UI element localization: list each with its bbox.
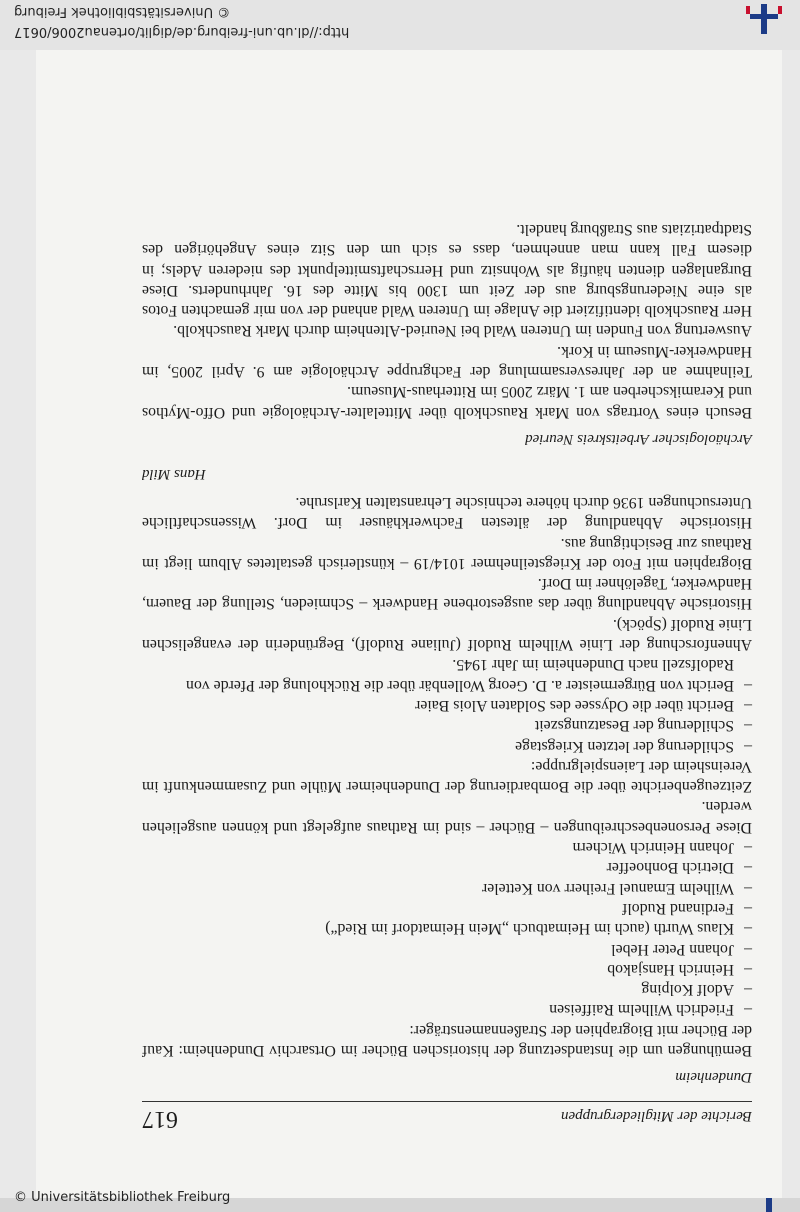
list-item: – Dietrich Bonhoeffer — [142, 857, 752, 877]
scanned-page — [36, 50, 782, 1198]
viewer-credit-bottom: © Universitätsbibliothek Freiburg — [14, 1190, 231, 1205]
running-title: Berichte der Mitgliedergruppen — [560, 1108, 752, 1124]
names-list — [142, 837, 752, 1020]
university-logo-icon — [746, 4, 782, 40]
list-item: – Klaus Wurth (auch im Heimatbuch „Mein Heimatdorf im Ried“) — [142, 918, 752, 938]
list-item: – Schilderung der Besatzungszeit — [142, 715, 752, 735]
list-item: – Adolf Kolping — [142, 979, 752, 999]
list-item: – Friedrich Wilhelm Raiffeisen — [142, 999, 752, 1019]
paragraph: Teilnahme an der Jahresversammlung der Fachgruppe Archäologie am 9. April 2005, im Handwerker-Museum in Kork. — [142, 342, 752, 381]
section-heading-dundenheim: Dundenheim — [675, 1069, 752, 1085]
viewer-credit: © Universitätsbibliothek Freiburg — [14, 4, 231, 19]
list-item: – Bericht über die Odyssee des Soldaten Alois Baier — [142, 695, 752, 715]
events-list — [142, 654, 752, 755]
paragraph: Diese Personenbeschreibungen – Bücher – sind im Rathaus aufgelegt und können ausgeliehen werden. — [142, 798, 752, 836]
list-item: – Bericht von Bürgermeister a. D. Georg Wollenbär über die Rückholung der Pferde von Radolfszell nach Dundenheim im Jahr 1945. — [142, 654, 752, 695]
paragraph: Historische Abhandlung der ältesten Fachwerkhäuser im Dorf. Wissenschaftliche Untersuchungen 1936 durch höhere technische Lehranstalten Karlsruhe. — [142, 493, 752, 532]
running-head — [142, 1101, 752, 1132]
paragraph: Ahnenforschung der Linie Wilhelm Rudolf (Juliane Rudolf), Begründerin der evangelischen Linie Rudolf (Spöck). — [142, 615, 752, 654]
paragraph: Historische Abhandlung über das ausgestorbene Handwerk – Schmieden, Stellung der Bauern, Handwerker, Tagelöhner im Dorf. — [142, 575, 752, 613]
page-rotated-content — [36, 50, 782, 1198]
list-item: – Heinrich Hansjakob — [142, 959, 752, 979]
page-number: 617 — [142, 1106, 178, 1132]
paragraph: Auswertung von Funden im Unteren Wald bei Neuried-Altenheim durch Mark Rauschkolb. — [173, 322, 752, 340]
viewer-top-bar — [0, 0, 800, 50]
list-item: – Schilderung der letzten Kriegstage — [142, 735, 752, 755]
list-item: – Wilhelm Emanuel Freiherr von Ketteler — [142, 877, 752, 897]
viewer-bottom-bar — [0, 1190, 800, 1212]
section-heading-neuried: Archäologischer Arbeitskreis Neuried — [525, 430, 752, 447]
university-logo-icon — [760, 1198, 778, 1212]
list-item: – Johann Heinrich Wichern — [142, 837, 752, 857]
author-signature: Hans Mild — [142, 465, 206, 482]
list-item: – Johann Peter Hebel — [142, 938, 752, 958]
page-text-block — [142, 219, 752, 1132]
paragraph: Bemühungen um die Instandsetzung der historischen Bücher im Ortsarchiv Dundenheim: Kauf der Bücher mit Biographien der Straßennamensträger: — [142, 1021, 752, 1059]
viewer-url[interactable]: http://dl.ub.uni-freiburg.de/diglit/ortenau2006/0617 — [14, 24, 350, 39]
paragraph: Biographien mit Foto der Kriegsteilnehmer 1014/19 – künstlerisch gestaltetes Album liegt im Rathaus zur Besichtigung aus. — [142, 534, 752, 572]
paragraph: Zeitzeugenberichte über die Bombardierung der Dundenheimer Mühle und Zusammenkunft im Vereinsheim der Laienspielgruppe: — [142, 757, 752, 796]
paragraph: Besuch eines Vortrags von Mark Rauschkolb über Mittelalter-Archäologie und Offo-Mythos und Keramikscherben am 1. März 2005 im Ritterhaus-Museum. — [142, 383, 752, 421]
paragraph: Herr Rauschkolb identifiziert die Anlage im Unteren Wald anhand der von mir gemachten Fotos als eine Niederungsburg aus der Zeit um 1300 bis Mitte des 16. Jahrhunderts. Diese Burganlagen dienten häufig als Wohnsitz und Herrschaftsmittelpunkt des niederen Adels; in diesem Fall kann man annehmen, dass es sich um den Sitz eines Angehörigen des Stadtpatriziats aus Straßburg handelt. — [142, 221, 752, 320]
list-item: – Ferdinand Rudolf — [142, 898, 752, 918]
